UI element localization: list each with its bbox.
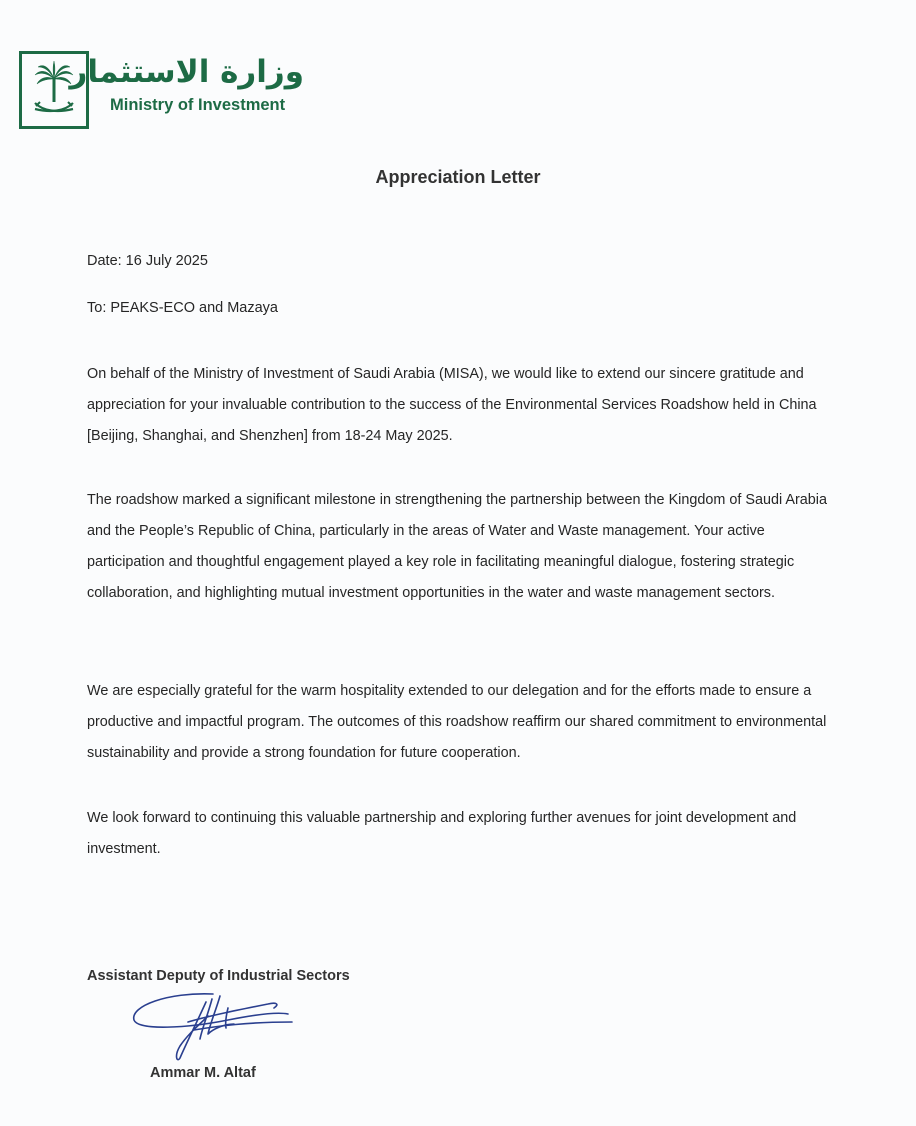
handwritten-signature-icon [128,984,298,1064]
letter-date: Date: 16 July 2025 [87,253,208,269]
letter-paragraph: We look forward to continuing this valuable partnership and exploring further avenues for joint development and investment. [87,810,797,857]
signatory-name: Ammar M. Altaf [150,1065,256,1081]
letter-paragraph: On behalf of the Ministry of Investment of Saudi Arabia (MISA), we would like to extend our sincere gratitude and appreciation for your invaluable contribution to the success of the Environmental Services Roadshow held in China [Beijing, Shanghai, and Shenzhen] from 18-24 May 2025. [87,366,817,444]
ministry-wordmark [69,54,310,114]
letter-paragraph: We are especially grateful for the warm hospitality extended to our delegation and for the efforts made to ensure a productive and impactful program. The outcomes of this roadshow reaffirm our shared commitment to environmental sustainability and provide a strong foundation for future cooperation. [87,683,827,761]
ministry-name-english: Ministry of Investment [110,96,286,114]
letter-paragraph: The roadshow marked a significant milestone in strengthening the partnership between the Kingdom of Saudi Arabia and the People’s Republic of China, particularly in the areas of Water and Waste management. Your active participation and thoughtful engagement played a key role in facilitating meaningful dialogue, fostering strategic collaboration, and highlighting mutual investment opportunities in the water and waste management sectors. [87,492,827,601]
letter-title: Appreciation Letter [375,167,541,187]
ministry-name-arabic: وزارة الاستثمار [69,54,304,90]
signatory-title: Assistant Deputy of Industrial Sectors [87,968,350,984]
letter-recipient: To: PEAKS-ECO and Mazaya [87,300,278,316]
